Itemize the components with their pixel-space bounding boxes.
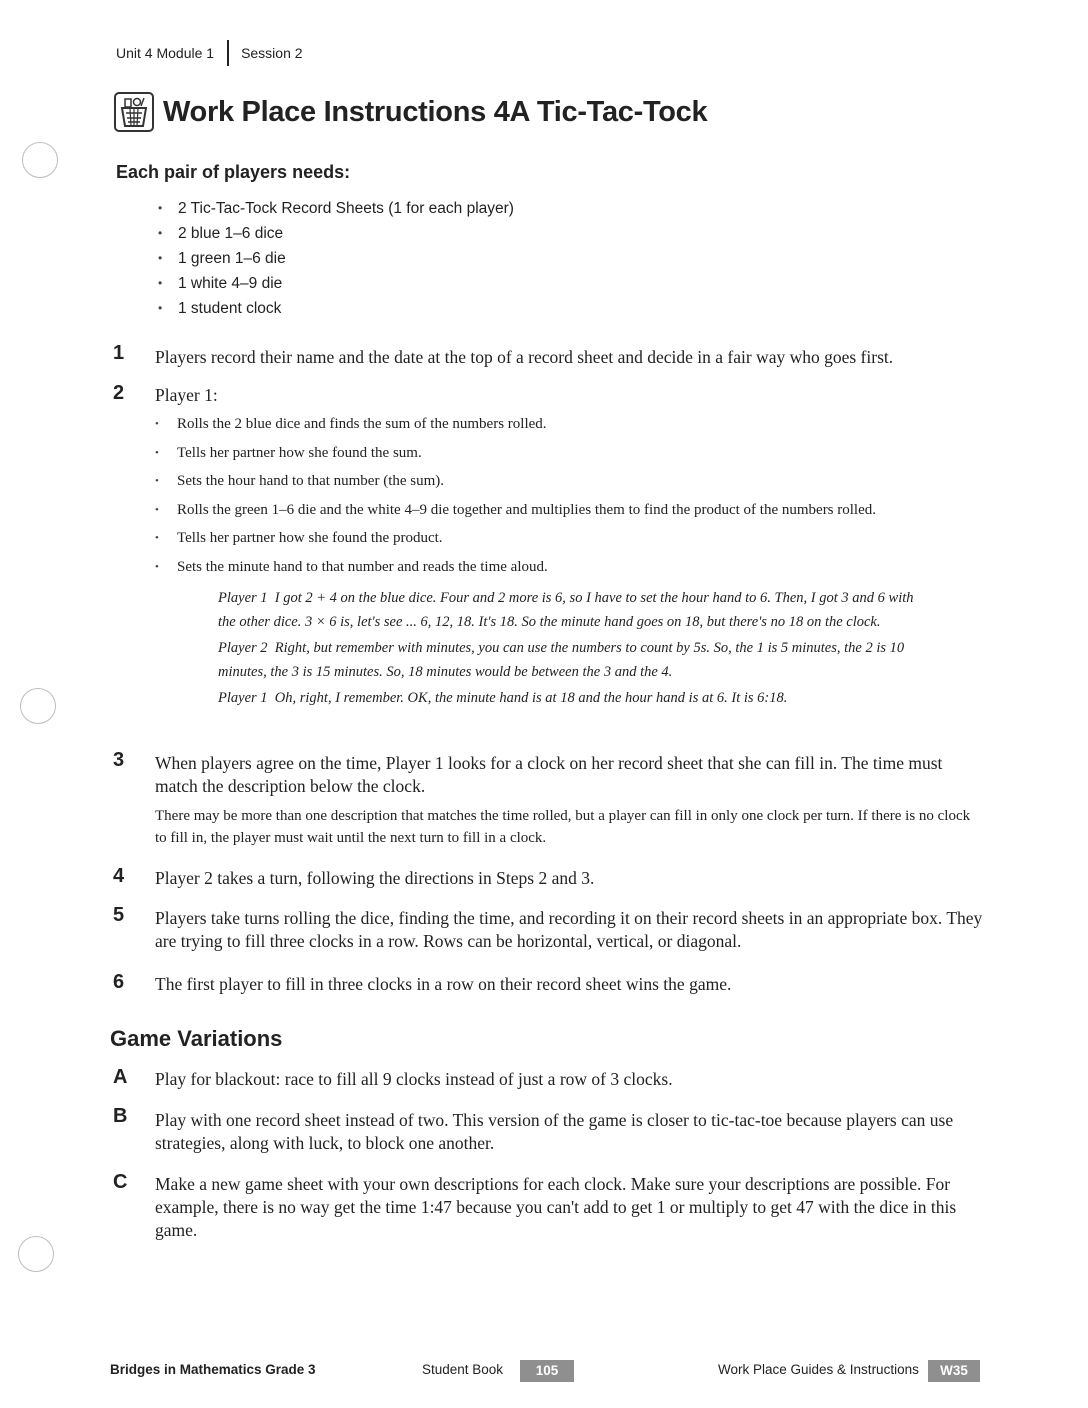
bullet-icon: • (155, 418, 159, 430)
bullet-icon: • (155, 446, 159, 459)
list-item: • Sets the hour hand to that number (the sum). (155, 467, 876, 496)
footer-book-title: Bridges in Mathematics Grade 3 (110, 1362, 316, 1377)
step-number: 6 (113, 971, 125, 993)
work-place-basket-icon (114, 92, 154, 132)
step-note: There may be more than one description that matches the time rolled, but a player can fill in only one clock per turn. If there is no clock to fill in, the player must wait until the next turn to fill in a clock. (155, 808, 971, 846)
hole-punch-top (22, 142, 58, 178)
step-text: Player 1: (155, 385, 218, 405)
dialogue-line: Player 2 Right, but remember with minutes, you can use the numbers to count by 5s. So, the 1 is 5 minutes, the 2 is 10 minutes, the 3 is 15 minutes. So, 18 minutes would be between the 3 and the 4. (218, 640, 905, 680)
list-item: • Sets the minute hand to that number and reads the time aloud. (155, 553, 876, 582)
variation-letter: C (113, 1171, 128, 1193)
step-number: 1 (113, 342, 125, 364)
step-number: 2 (113, 382, 125, 404)
list-item: • Rolls the 2 blue dice and finds the sum of the numbers rolled. (155, 410, 876, 439)
step-number: 3 (113, 749, 125, 771)
page-number-badge: 105 (520, 1360, 574, 1382)
dialogue-line: Player 1 I got 2 + 4 on the blue dice. Four and 2 more is 6, so I have to set the hour hand to 6. Then, I got 3 and 6 with the other dice. 3 × 6 is, let's see ... 6, 12, 18. It's 18. So the minute hand goes on 18, but there's no 18 on the clock. (218, 590, 914, 630)
bullet-icon: • (155, 475, 159, 488)
variation-text: Play for blackout: race to fill all 9 clocks instead of just a row of 3 clocks. (155, 1069, 673, 1089)
page-title: Work Place Instructions 4A Tic-Tac-Tock (163, 95, 708, 128)
step-text: The first player to fill in three clocks in a row on their record sheet wins the game. (155, 974, 732, 994)
player1-actions-list (155, 410, 876, 582)
step-text: Players record their name and the date at the top of a record sheet and decide in a fair way who goes first. (155, 347, 894, 367)
header-divider (227, 40, 229, 66)
bullet-icon: • (158, 251, 163, 265)
footer-section-label: Work Place Guides & Instructions (718, 1362, 919, 1377)
list-item: • 2 blue 1–6 dice (158, 221, 514, 246)
unit-module-label: Unit 4 Module 1 (116, 45, 215, 61)
hole-punch-middle (20, 688, 56, 724)
variation-text: Play with one record sheet instead of two. This version of the game is closer to tic-tac-toe because players can use strategies, along with luck, to block one another. (155, 1110, 954, 1153)
title-row (114, 92, 707, 132)
example-dialogue (218, 586, 918, 712)
step-text: Players take turns rolling the dice, finding the time, and recording it on their record sheets in an appropriate box. They are trying to fill three clocks in a row. Rows can be horizontal, vertical, or diagonal. (155, 908, 983, 951)
step-number: 5 (113, 904, 125, 926)
step-text: When players agree on the time, Player 1 looks for a clock on her record sheet that she can fill in. The time must match the description below the clock. (155, 753, 943, 796)
bullet-icon: • (158, 276, 163, 290)
section-code-badge: W35 (928, 1360, 980, 1382)
list-item: • Tells her partner how she found the sum. (155, 439, 876, 468)
variation-letter: A (113, 1066, 128, 1088)
step-number: 4 (113, 865, 125, 887)
dialogue-line: Player 1 Oh, right, I remember. OK, the minute hand is at 18 and the hour hand is at 6. It is 6:18. (218, 690, 788, 706)
list-item: • 1 student clock (158, 296, 514, 321)
variation-letter: B (113, 1105, 128, 1127)
bullet-icon: • (158, 201, 163, 215)
list-item: • 1 green 1–6 die (158, 246, 514, 271)
step-text: Player 2 takes a turn, following the directions in Steps 2 and 3. (155, 868, 595, 888)
bullet-icon: • (158, 301, 163, 315)
materials-heading: Each pair of players needs: (116, 162, 351, 182)
bullet-icon: • (155, 532, 159, 545)
list-item: • 1 white 4–9 die (158, 271, 514, 296)
bullet-icon: • (155, 560, 159, 573)
variations-heading: Game Variations (110, 1026, 283, 1051)
bullet-icon: • (158, 226, 163, 240)
list-item: • Rolls the green 1–6 die and the white 4–9 die together and multiplies them to find the product of the numbers rolled. (155, 496, 876, 525)
list-item: • 2 Tic-Tac-Tock Record Sheets (1 for each player) (158, 196, 514, 221)
hole-punch-bottom (18, 1236, 54, 1272)
variation-text: Make a new game sheet with your own descriptions for each clock. Make sure your descriptions are possible. For example, there is no way get the time 1:47 because you can't add to get 1 or multiply to get 47 with the dice in this game. (155, 1174, 957, 1240)
footer-book-type: Student Book (422, 1362, 504, 1377)
materials-list (158, 196, 514, 321)
page-footer (0, 1360, 1088, 1384)
session-label: Session 2 (241, 45, 303, 61)
page-header (116, 40, 303, 66)
bullet-icon: • (155, 503, 159, 516)
list-item: • Tells her partner how she found the product. (155, 524, 876, 553)
